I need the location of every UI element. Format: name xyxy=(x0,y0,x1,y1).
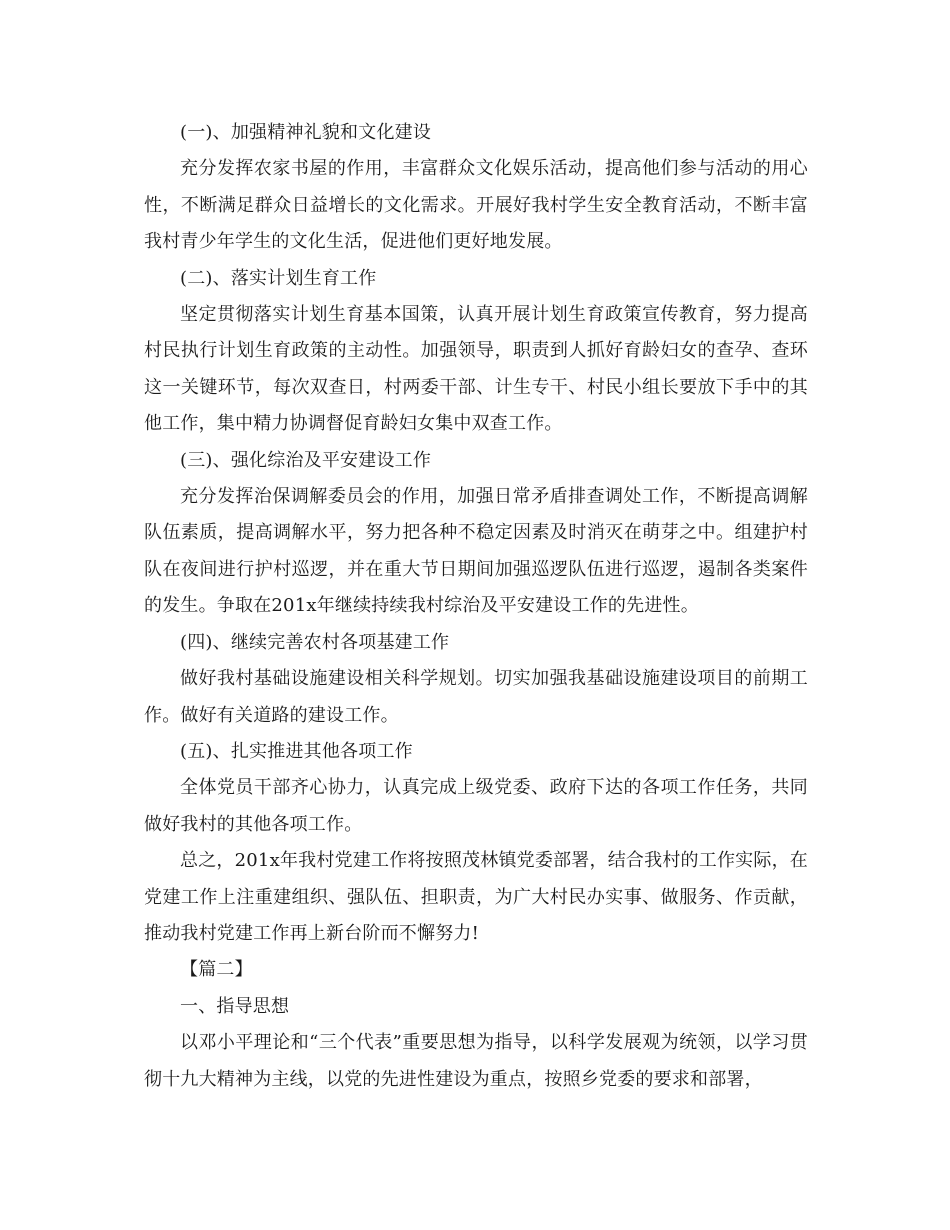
section-heading-4: (四)、继续完善农村各项基建工作 xyxy=(180,631,450,653)
paragraph-1: 充分发挥农家书屋的作用，丰富群众文化娱乐活动，提高他们参与活动的用心性，不断满足群众日益增长的文化需求。开展好我村学生安全教育活动，不断丰富我村青少年学生的文化生活，促进他们更好地发展。 xyxy=(144,158,808,253)
paragraph-guiding-ideology: 以邓小平理论和“三个代表”重要思想为指导，以科学发展观为统领，以学习贯彻十九大精神为主线，以党的先进性建设为重点，按照乡党委的要求和部署， xyxy=(144,1032,808,1090)
section-heading-guiding-ideology: 一、指导思想 xyxy=(180,995,290,1017)
document-body xyxy=(144,115,808,1098)
part-title: 【篇二】 xyxy=(180,959,253,981)
section-heading-3: (三)、强化综治及平安建设工作 xyxy=(180,449,432,471)
paragraph-2: 坚定贯彻落实计划生育基本国策，认真开展计划生育政策宣传教育，努力提高村民执行计划生育政策的主动性。加强领导，职责到人抓好育龄妇女的查孕、查环这一关键环节，每次双查日，村两委干部、计生专干、村民小组长要放下手中的其他工作，集中精力协调督促育龄妇女集中双查工作。 xyxy=(144,304,808,435)
section-heading-1: (一)、加强精神礼貌和文化建设 xyxy=(180,122,432,143)
section-heading-2: (二)、落实计划生育工作 xyxy=(180,267,377,289)
paragraph-4: 做好我村基础设施建设相关科学规划。切实加强我基础设施建设项目的前期工作。做好有关道路的建设工作。 xyxy=(144,668,808,726)
paragraph-3: 充分发挥治保调解委员会的作用，加强日常矛盾排查调处工作，不断提高调解队伍素质，提高调解水平，努力把各种不稳定因素及时消灭在萌芽之中。组建护村队在夜间进行护村巡逻，并在重大节日期间加强巡逻队伍进行巡逻，遏制各类案件的发生。争取在201x年继续持续我村综治及平安建设工作的先进性。 xyxy=(144,486,808,617)
section-heading-5: (五)、扎实推进其他各项工作 xyxy=(180,740,413,762)
paragraph-5: 全体党员干部齐心协力，认真完成上级党委、政府下达的各项工作任务，共同做好我村的其他各项工作。 xyxy=(144,777,808,835)
paragraph-summary: 总之，201x年我村党建工作将按照茂林镇党委部署，结合我村的工作实际，在党建工作上注重建组织、强队伍、担职责，为广大村民办实事、做服务、作贡献，推动我村党建工作再上新台阶而不懈努力! xyxy=(144,850,808,944)
